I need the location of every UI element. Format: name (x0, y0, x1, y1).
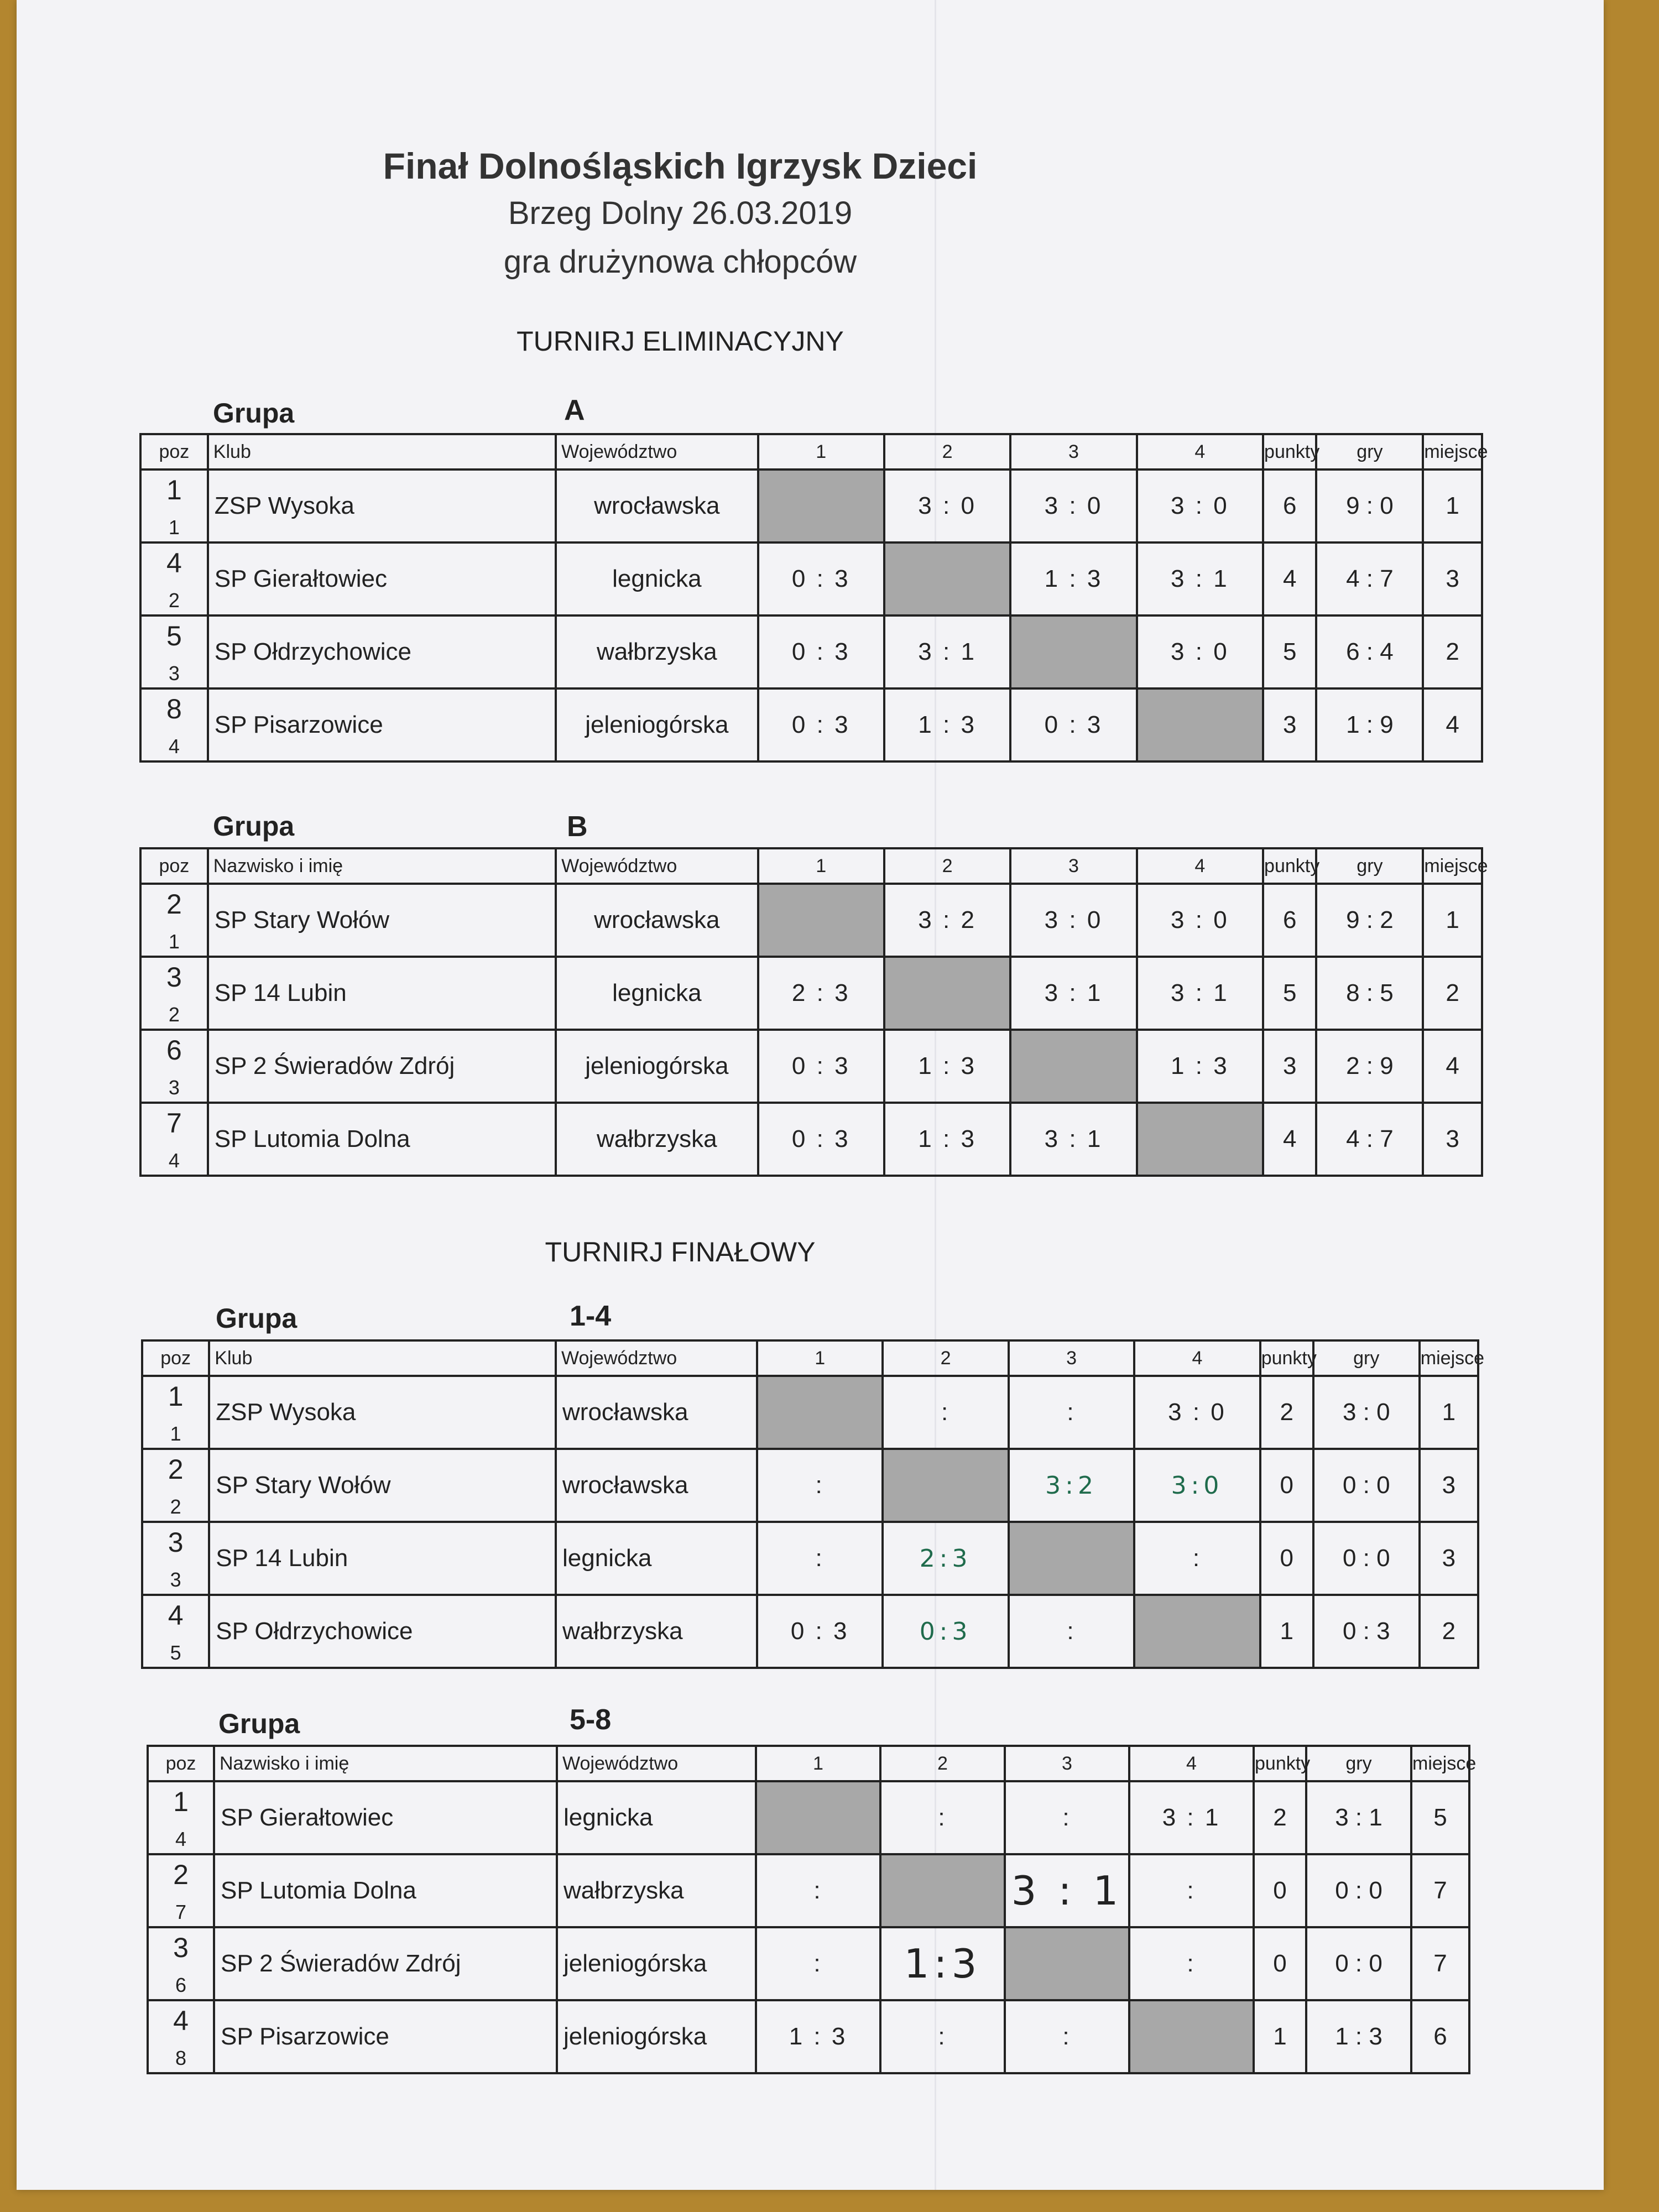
table-row (140, 615, 1482, 688)
games-score: 9 : 2 (1316, 884, 1423, 957)
club-name: SP 14 Lubin (209, 1522, 556, 1595)
position-cell (148, 2000, 214, 2073)
position-cell (148, 1927, 214, 2000)
table-row (142, 1595, 1478, 1668)
match-result: 1 : 3 (884, 1103, 1010, 1176)
games-score: 8 : 5 (1316, 957, 1423, 1030)
position-number: 5 (166, 620, 182, 651)
header-club: Klub (209, 1340, 556, 1376)
group-1-4-name: 1-4 (570, 1300, 612, 1332)
seed-number: 4 (175, 1828, 187, 1850)
games-score: 1 : 3 (1306, 2000, 1411, 2073)
header-place: miejsce (1420, 1340, 1478, 1376)
header-woj: Województwo (557, 1746, 756, 1781)
points: 3 (1263, 688, 1316, 761)
table-row (148, 1854, 1469, 1927)
group-a-table (139, 433, 1488, 763)
header-poz: poz (140, 848, 208, 884)
points: 3 (1263, 1030, 1316, 1103)
match-result: 3:2 (1009, 1449, 1134, 1522)
header-c4: 4 (1137, 848, 1263, 884)
match-result: 1 : 3 (884, 688, 1010, 761)
match-result: 3 : 0 (884, 469, 1010, 542)
match-result: 3 : 0 (1134, 1376, 1260, 1449)
match-result: : (1009, 1595, 1134, 1668)
header-woj: Województwo (556, 434, 758, 469)
header-c1: 1 (757, 1340, 883, 1376)
header-c4: 4 (1137, 434, 1263, 469)
match-result: 3 : 0 (1137, 884, 1263, 957)
table-row (140, 542, 1482, 615)
place: 6 (1411, 2000, 1469, 2073)
match-result: : (1005, 2000, 1129, 2073)
match-result: 2 : 3 (758, 957, 884, 1030)
table-row (140, 469, 1482, 542)
match-result: 1:3 (880, 1927, 1005, 2000)
match-result: 3 : 0 (1137, 469, 1263, 542)
position-cell (140, 1030, 208, 1103)
match-result: 0 : 3 (1010, 688, 1136, 761)
section-title-elimination: TURNIRJ ELIMINACYJNY (517, 326, 844, 357)
match-result: 1 : 3 (756, 2000, 880, 2073)
match-result: : (1129, 1927, 1254, 2000)
header-c1: 1 (758, 434, 884, 469)
position-number: 1 (173, 1786, 189, 1817)
place: 3 (1423, 1103, 1482, 1176)
points: 0 (1260, 1449, 1313, 1522)
seed-number: 1 (170, 1422, 181, 1445)
position-cell (140, 884, 208, 957)
header-games: gry (1306, 1746, 1411, 1781)
position-number: 2 (166, 889, 182, 920)
position-number: 3 (168, 1527, 184, 1558)
games-score: 4 : 7 (1316, 1103, 1423, 1176)
header-club: Nazwisko i imię (214, 1746, 557, 1781)
table-row (142, 1449, 1478, 1522)
match-result: 3:0 (1134, 1449, 1260, 1522)
games-score: 3 : 0 (1313, 1376, 1420, 1449)
match-result: 3 : 1 (1010, 957, 1136, 1030)
position-number: 2 (173, 1859, 189, 1890)
header-woj: Województwo (556, 1340, 757, 1376)
seed-number: 3 (170, 1568, 181, 1591)
position-cell (140, 957, 208, 1030)
position-cell (142, 1595, 209, 1668)
blank-cell (757, 1376, 883, 1449)
match-result: 1 : 3 (1137, 1030, 1263, 1103)
blank-cell (880, 1854, 1005, 1927)
position-number: 4 (173, 2005, 189, 2036)
seed-number: 2 (168, 1003, 180, 1026)
place: 2 (1423, 615, 1482, 688)
header-place: miejsce (1423, 434, 1482, 469)
header-games: gry (1313, 1340, 1420, 1376)
position-cell (140, 469, 208, 542)
seed-number: 4 (168, 735, 180, 758)
match-result: 1 : 3 (884, 1030, 1010, 1103)
section-title-final: TURNIRJ FINAŁOWY (545, 1237, 816, 1267)
header-c3: 3 (1005, 1746, 1129, 1781)
club-name: SP Lutomia Dolna (208, 1103, 556, 1176)
points: 4 (1263, 542, 1316, 615)
header-c1: 1 (756, 1746, 880, 1781)
seed-number: 4 (168, 1149, 180, 1172)
games-score: 0 : 0 (1313, 1449, 1420, 1522)
header-c3: 3 (1009, 1340, 1134, 1376)
points: 0 (1260, 1522, 1313, 1595)
header-poz: poz (140, 434, 208, 469)
seed-number: 7 (175, 1901, 187, 1923)
blank-cell (884, 542, 1010, 615)
position-number: 8 (166, 693, 182, 724)
points: 6 (1263, 469, 1316, 542)
header-poz: poz (142, 1340, 209, 1376)
club-name: SP Lutomia Dolna (214, 1854, 557, 1927)
voivodeship: wałbrzyska (556, 1103, 758, 1176)
match-result: : (1005, 1781, 1129, 1854)
match-result: 0 : 3 (757, 1595, 883, 1668)
blank-cell (758, 884, 884, 957)
header-c1: 1 (758, 848, 884, 884)
blank-cell (1137, 688, 1263, 761)
position-number: 2 (168, 1454, 184, 1485)
position-cell (140, 542, 208, 615)
header-pts: punkty (1263, 848, 1316, 884)
place: 7 (1411, 1927, 1469, 2000)
group-b-table (139, 847, 1488, 1177)
match-result: : (757, 1449, 883, 1522)
blank-cell (1137, 1103, 1263, 1176)
points: 5 (1263, 957, 1316, 1030)
match-result: 3 : 1 (1005, 1854, 1129, 1927)
voivodeship: legnicka (556, 542, 758, 615)
points: 5 (1263, 615, 1316, 688)
match-result: : (757, 1522, 883, 1595)
match-result: 1 : 3 (1010, 542, 1136, 615)
header-pts: punkty (1263, 434, 1316, 469)
place: 2 (1420, 1595, 1478, 1668)
match-result: 0 : 3 (758, 688, 884, 761)
position-number: 4 (166, 547, 182, 578)
match-result: 3 : 0 (1137, 615, 1263, 688)
seed-number: 1 (168, 930, 180, 953)
points: 6 (1263, 884, 1316, 957)
voivodeship: wrocławska (556, 884, 758, 957)
voivodeship: wrocławska (556, 1449, 757, 1522)
voivodeship: wałbrzyska (556, 1595, 757, 1668)
group-5-8-table (147, 1745, 1477, 2074)
match-result: 3 : 0 (1010, 469, 1136, 542)
games-score: 0 : 0 (1313, 1522, 1420, 1595)
table-row (148, 2000, 1469, 2073)
match-result: 0 : 3 (758, 1030, 884, 1103)
blank-cell (758, 469, 884, 542)
blank-cell (1134, 1595, 1260, 1668)
group-b-label: Grupa (213, 811, 295, 842)
club-name: SP Stary Wołów (209, 1449, 556, 1522)
group-b-name: B (567, 811, 588, 843)
blank-cell (1010, 1030, 1136, 1103)
club-name: ZSP Wysoka (208, 469, 556, 542)
position-number: 6 (166, 1035, 182, 1066)
position-cell (142, 1376, 209, 1449)
seed-number: 3 (168, 662, 180, 685)
games-score: 6 : 4 (1316, 615, 1423, 688)
games-score: 0 : 0 (1306, 1927, 1411, 2000)
games-score: 2 : 9 (1316, 1030, 1423, 1103)
seed-number: 8 (175, 2047, 187, 2069)
group-5-8-name: 5-8 (570, 1704, 612, 1736)
seed-number: 6 (175, 1974, 187, 1996)
club-name: SP 14 Lubin (208, 957, 556, 1030)
header-games: gry (1316, 434, 1423, 469)
voivodeship: wrocławska (556, 469, 758, 542)
position-number: 4 (168, 1600, 184, 1631)
blank-cell (884, 957, 1010, 1030)
match-result: : (1129, 1854, 1254, 1927)
document-title: Finał Dolnośląskich Igrzysk Dzieci (383, 145, 978, 186)
table-row (140, 688, 1482, 761)
header-c2: 2 (880, 1746, 1005, 1781)
header-c2: 2 (884, 848, 1010, 884)
match-result: : (880, 1781, 1005, 1854)
match-result: 3 : 1 (884, 615, 1010, 688)
match-result: : (756, 1854, 880, 1927)
blank-cell (756, 1781, 880, 1854)
header-c3: 3 (1010, 434, 1136, 469)
club-name: SP Pisarzowice (214, 2000, 557, 2073)
table-row (142, 1522, 1478, 1595)
match-result: 0 : 3 (758, 615, 884, 688)
place: 4 (1423, 688, 1482, 761)
place: 1 (1423, 884, 1482, 957)
header-club: Nazwisko i imię (208, 848, 556, 884)
document-category: gra drużynowa chłopców (503, 244, 857, 280)
seed-number: 3 (168, 1076, 180, 1099)
table-row (148, 1927, 1469, 2000)
place: 2 (1423, 957, 1482, 1030)
place: 5 (1411, 1781, 1469, 1854)
place: 7 (1411, 1854, 1469, 1927)
club-name: SP Pisarzowice (208, 688, 556, 761)
voivodeship: wałbrzyska (556, 615, 758, 688)
club-name: SP Ołdrzychowice (209, 1595, 556, 1668)
position-cell (148, 1854, 214, 1927)
games-score: 4 : 7 (1316, 542, 1423, 615)
match-result: 3 : 2 (884, 884, 1010, 957)
blank-cell (1009, 1522, 1134, 1595)
voivodeship: wałbrzyska (557, 1854, 756, 1927)
position-cell (140, 1103, 208, 1176)
match-result: 0:3 (883, 1595, 1008, 1668)
points: 4 (1263, 1103, 1316, 1176)
header-place: miejsce (1423, 848, 1482, 884)
header-c2: 2 (884, 434, 1010, 469)
place: 3 (1423, 542, 1482, 615)
group-a-name: A (564, 394, 585, 426)
document-subtitle: Brzeg Dolny 26.03.2019 (508, 195, 853, 231)
position-cell (142, 1449, 209, 1522)
points: 2 (1260, 1376, 1313, 1449)
voivodeship: jeleniogórska (557, 1927, 756, 2000)
blank-cell (1010, 615, 1136, 688)
match-result: 3 : 1 (1137, 542, 1263, 615)
header-pts: punkty (1254, 1746, 1306, 1781)
games-score: 0 : 3 (1313, 1595, 1420, 1668)
position-cell (142, 1522, 209, 1595)
voivodeship: jeleniogórska (556, 688, 758, 761)
club-name: ZSP Wysoka (209, 1376, 556, 1449)
header-club: Klub (208, 434, 556, 469)
place: 1 (1423, 469, 1482, 542)
table-row (140, 1030, 1482, 1103)
points: 0 (1254, 1927, 1306, 2000)
match-result: : (1134, 1522, 1260, 1595)
position-number: 1 (166, 474, 182, 505)
games-score: 9 : 0 (1316, 469, 1423, 542)
voivodeship: legnicka (556, 957, 758, 1030)
voivodeship: jeleniogórska (557, 2000, 756, 2073)
voivodeship: legnicka (556, 1522, 757, 1595)
seed-number: 5 (170, 1641, 181, 1664)
games-score: 3 : 1 (1306, 1781, 1411, 1854)
group-1-4-label: Grupa (216, 1303, 298, 1334)
voivodeship: jeleniogórska (556, 1030, 758, 1103)
table-row (142, 1376, 1478, 1449)
match-result: : (756, 1927, 880, 2000)
match-result: : (1009, 1376, 1134, 1449)
points: 2 (1254, 1781, 1306, 1854)
seed-number: 1 (168, 516, 180, 539)
group-1-4-table (141, 1339, 1485, 1669)
club-name: SP Gierałtowiec (208, 542, 556, 615)
place: 1 (1420, 1376, 1478, 1449)
voivodeship: legnicka (557, 1781, 756, 1854)
match-result: 0 : 3 (758, 542, 884, 615)
header-place: miejsce (1411, 1746, 1469, 1781)
seed-number: 2 (168, 589, 180, 612)
header-poz: poz (148, 1746, 214, 1781)
club-name: SP Stary Wołów (208, 884, 556, 957)
header-pts: punkty (1260, 1340, 1313, 1376)
position-number: 1 (168, 1381, 184, 1412)
table-row (148, 1781, 1469, 1854)
blank-cell (883, 1449, 1008, 1522)
match-result: 2:3 (883, 1522, 1008, 1595)
group-5-8-label: Grupa (218, 1708, 300, 1739)
table-row (140, 884, 1482, 957)
place: 3 (1420, 1449, 1478, 1522)
match-result: 3 : 0 (1010, 884, 1136, 957)
match-result: 3 : 1 (1129, 1781, 1254, 1854)
header-c2: 2 (883, 1340, 1008, 1376)
blank-cell (1129, 2000, 1254, 2073)
games-score: 1 : 9 (1316, 688, 1423, 761)
voivodeship: wrocławska (556, 1376, 757, 1449)
position-number: 3 (173, 1932, 189, 1963)
club-name: SP 2 Świeradów Zdrój (208, 1030, 556, 1103)
header-c4: 4 (1134, 1340, 1260, 1376)
position-number: 3 (166, 962, 182, 993)
points: 1 (1260, 1595, 1313, 1668)
club-name: SP Ołdrzychowice (208, 615, 556, 688)
blank-cell (1005, 1927, 1129, 2000)
match-result: 3 : 1 (1010, 1103, 1136, 1176)
match-result: : (880, 2000, 1005, 2073)
match-result: 0 : 3 (758, 1103, 884, 1176)
points: 0 (1254, 1854, 1306, 1927)
header-games: gry (1316, 848, 1423, 884)
header-c4: 4 (1129, 1746, 1254, 1781)
place: 4 (1423, 1030, 1482, 1103)
paper-sheet (17, 0, 1604, 2190)
position-number: 7 (166, 1108, 182, 1139)
header-c3: 3 (1010, 848, 1136, 884)
place: 3 (1420, 1522, 1478, 1595)
club-name: SP Gierałtowiec (214, 1781, 557, 1854)
position-cell (140, 615, 208, 688)
group-a-label: Grupa (213, 398, 295, 429)
header-woj: Województwo (556, 848, 758, 884)
position-cell (148, 1781, 214, 1854)
seed-number: 2 (170, 1495, 181, 1518)
club-name: SP 2 Świeradów Zdrój (214, 1927, 557, 2000)
table-row (140, 1103, 1482, 1176)
table-row (140, 957, 1482, 1030)
position-cell (140, 688, 208, 761)
match-result: : (883, 1376, 1008, 1449)
points: 1 (1254, 2000, 1306, 2073)
match-result: 3 : 1 (1137, 957, 1263, 1030)
games-score: 0 : 0 (1306, 1854, 1411, 1927)
